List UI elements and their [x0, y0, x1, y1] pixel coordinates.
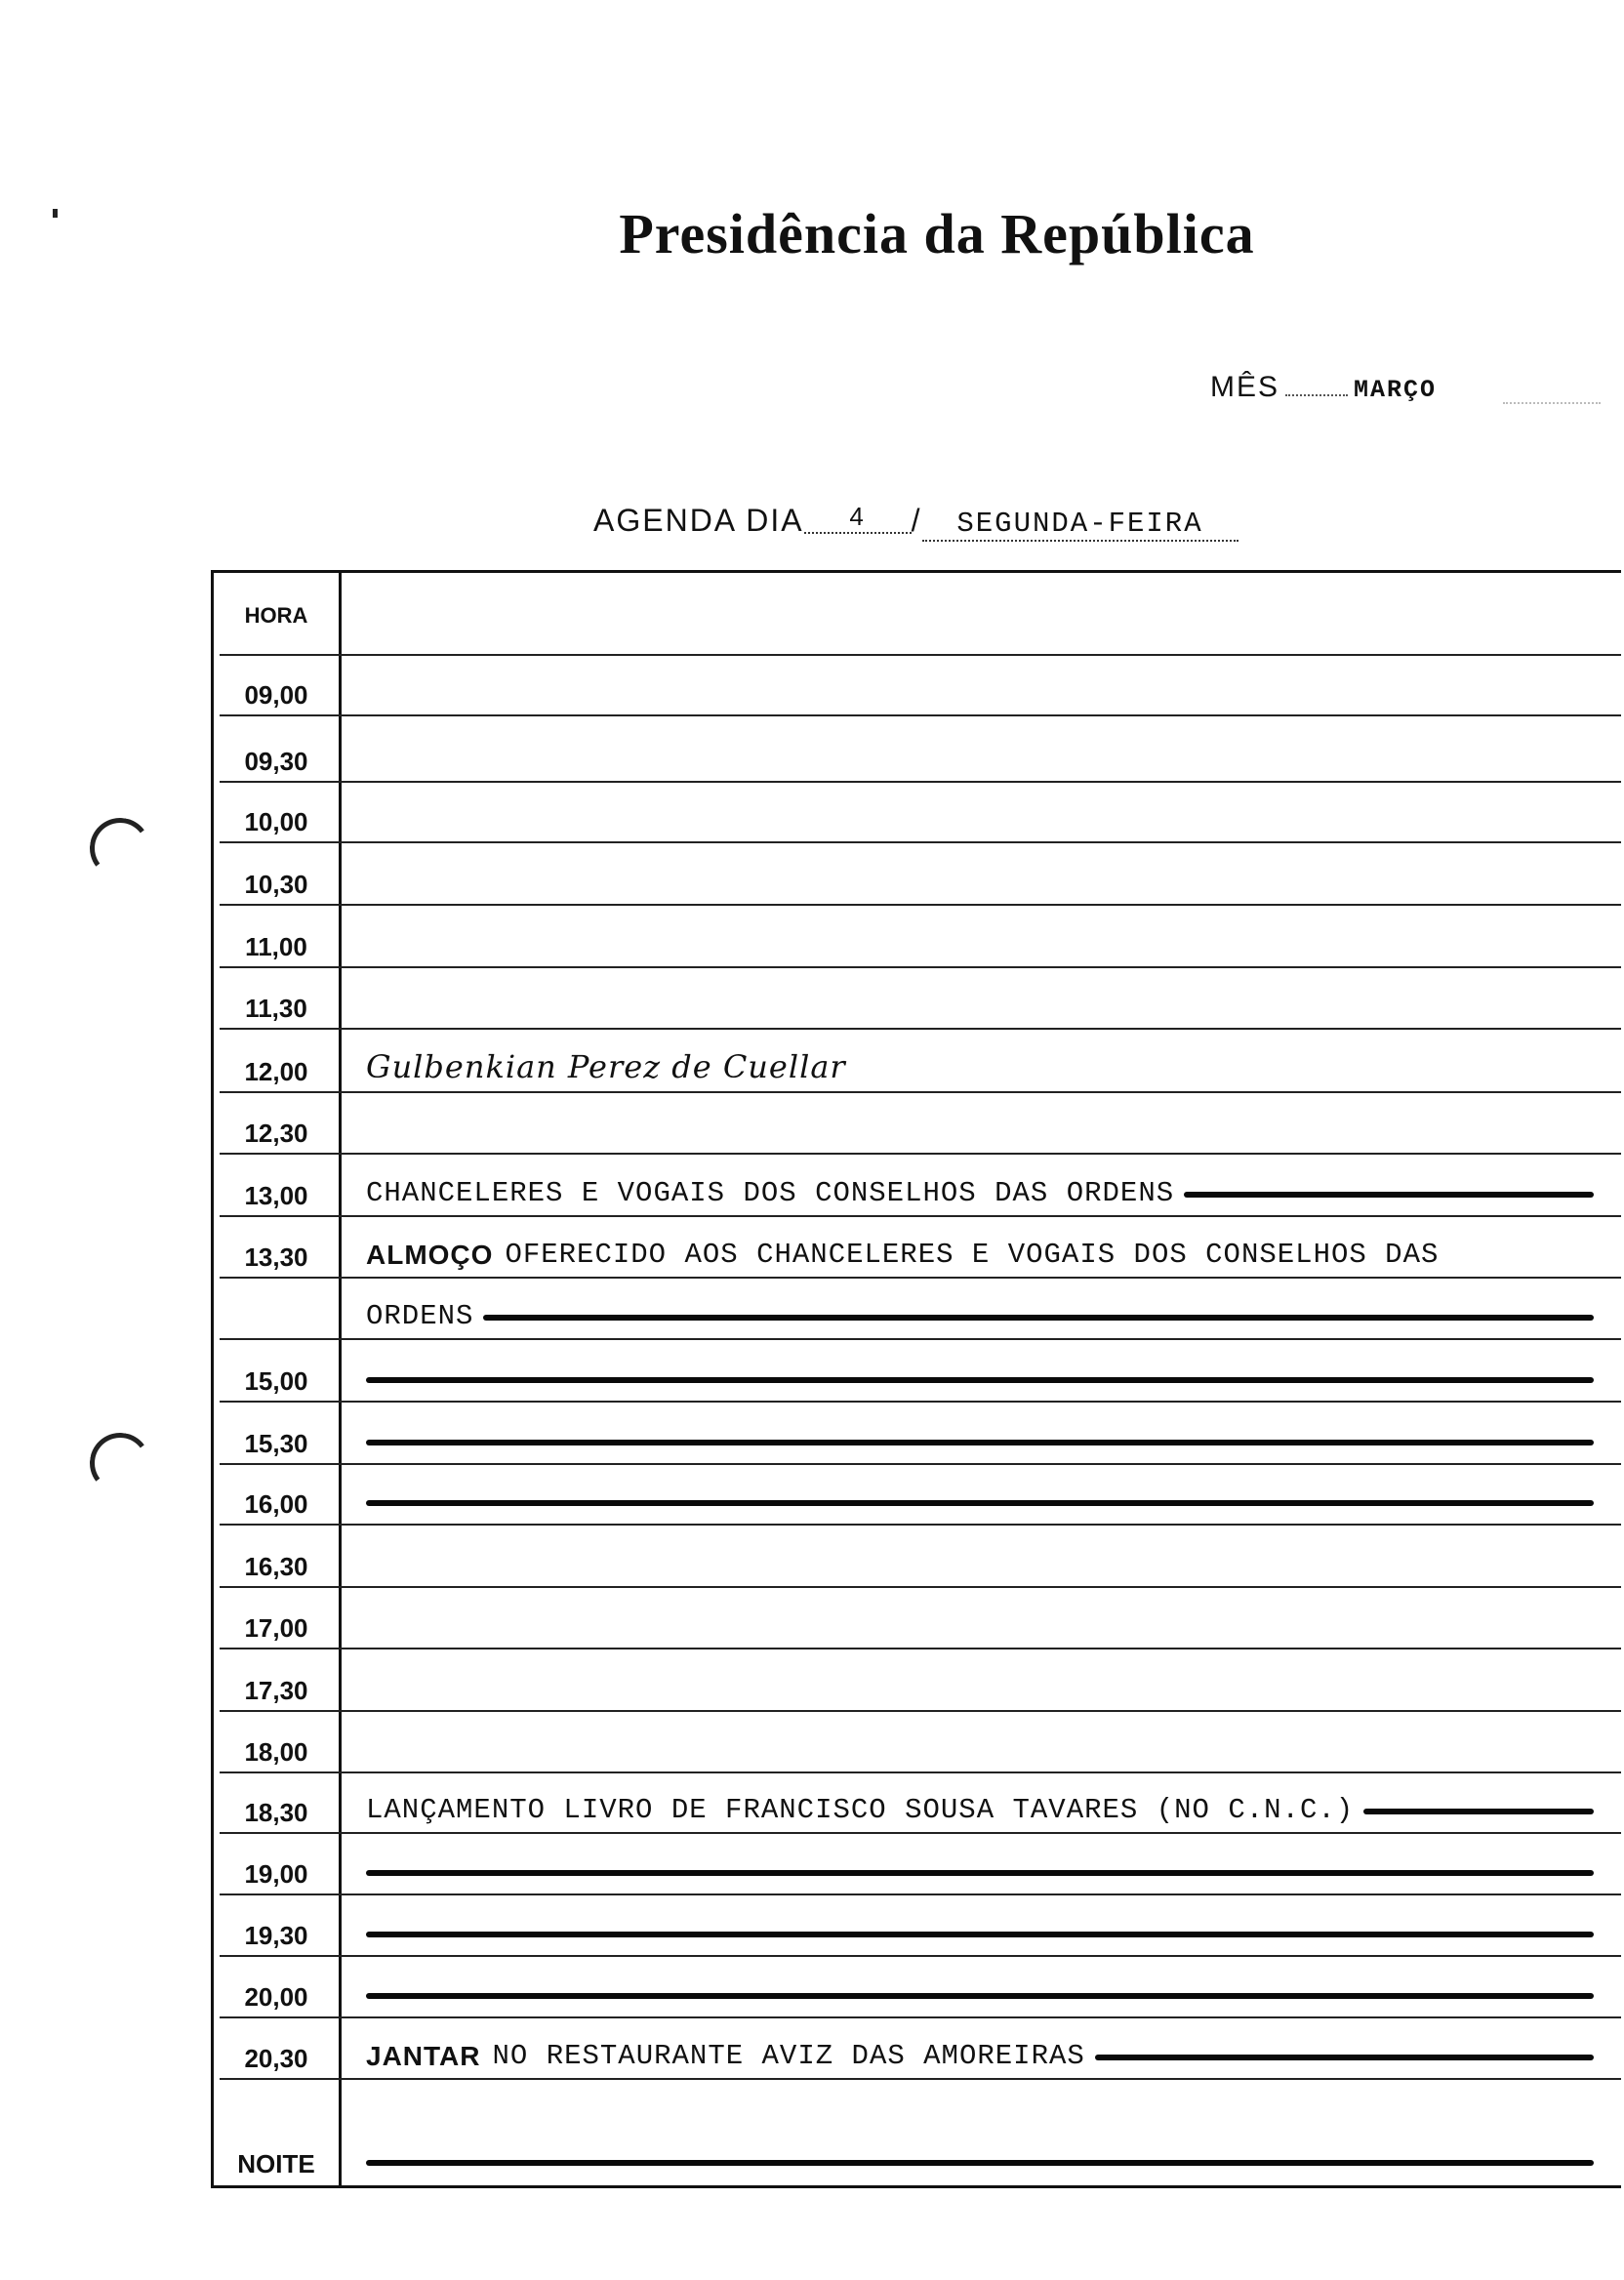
date-separator: / — [911, 503, 922, 538]
highlight-marker-line — [366, 1870, 1594, 1876]
entry-cell — [366, 1162, 1602, 1209]
month-field — [1210, 371, 1437, 404]
table-row — [214, 1834, 1621, 1895]
entry-text: NO RESTAURANTE AVIZ DAS AMOREIRAS — [492, 2040, 1085, 2072]
entry-cell — [366, 1348, 1602, 1395]
hour-cell: 12,00 — [244, 1057, 308, 1086]
table-row — [214, 1217, 1621, 1279]
entry-cell — [366, 1533, 1602, 1580]
table-row — [214, 906, 1621, 968]
entry-text: CHANCELERES E VOGAIS DOS CONSELHOS DAS ORDENS — [366, 1177, 1175, 1209]
table-row — [214, 1465, 1621, 1526]
punch-hole-mark — [86, 1429, 154, 1497]
table-row — [214, 1403, 1621, 1465]
month-dotted-line — [1285, 394, 1348, 396]
table-row — [214, 1712, 1621, 1773]
hour-cell: 15,00 — [244, 1366, 308, 1396]
table-row — [214, 1155, 1621, 1217]
day-value: 4 — [804, 502, 912, 534]
hour-cell: 13,00 — [244, 1181, 308, 1210]
table-row — [214, 783, 1621, 843]
entry-cell — [366, 1471, 1602, 1518]
entry-cell — [366, 1595, 1602, 1642]
entry-cell — [366, 1285, 1602, 1332]
table-row — [214, 1957, 1621, 2018]
hour-cell: 10,30 — [244, 870, 308, 899]
hour-cell: 09,00 — [244, 680, 308, 710]
entry-cell — [366, 789, 1602, 835]
hour-cell: 15,30 — [244, 1429, 308, 1458]
entry-cell — [366, 1224, 1602, 1271]
hour-cell: NOITE — [237, 2149, 315, 2178]
entry-cell — [366, 975, 1602, 1022]
agenda-table — [211, 570, 1621, 2188]
highlight-marker-line — [483, 1315, 1594, 1321]
hour-cell: 16,00 — [244, 1489, 308, 1519]
entry-cell — [366, 1841, 1602, 1888]
entry-cell — [366, 1038, 1602, 1085]
entry-cell — [366, 1100, 1602, 1147]
table-row — [214, 2080, 1621, 2185]
entry-cell — [366, 2131, 1602, 2178]
entry-cell — [366, 1964, 1602, 2011]
entry-cell — [366, 662, 1602, 709]
table-row — [214, 1649, 1621, 1712]
table-row — [214, 843, 1621, 906]
weekday-value: SEGUNDA-FEIRA — [922, 508, 1238, 542]
punch-hole-mark — [86, 814, 154, 882]
table-row — [214, 1895, 1621, 1957]
table-row — [214, 573, 1621, 656]
table-row — [214, 1526, 1621, 1588]
hour-cell: 13,30 — [244, 1242, 308, 1272]
table-row — [214, 1773, 1621, 1834]
table-row — [214, 1588, 1621, 1649]
entry-lead-text: JANTAR — [366, 2041, 481, 2071]
table-row — [214, 1093, 1621, 1155]
entry-cell — [366, 1902, 1602, 1949]
month-label: MÊS — [1210, 371, 1280, 403]
entry-cell — [366, 1779, 1602, 1826]
table-row — [214, 656, 1621, 716]
handwritten-entry: Gulbenkian Perez de Cuellar — [366, 1048, 846, 1085]
highlight-marker-line — [1095, 2055, 1594, 2060]
highlight-marker-line — [366, 1932, 1594, 1937]
agenda-day-field — [593, 502, 1238, 542]
entry-cell — [366, 1410, 1602, 1457]
entry-cell — [366, 851, 1602, 898]
highlight-marker-line — [366, 1500, 1594, 1506]
hour-cell: 09,30 — [244, 747, 308, 776]
entry-cell — [366, 2025, 1602, 2072]
entry-lead-text: ALMOÇO — [366, 1240, 494, 1270]
hour-cell: 12,30 — [244, 1119, 308, 1148]
highlight-marker-line — [366, 1377, 1594, 1383]
hour-cell: 18,00 — [244, 1737, 308, 1767]
hour-cell: 17,00 — [244, 1613, 308, 1643]
hour-cell: 11,30 — [245, 994, 307, 1023]
highlight-marker-line — [366, 1440, 1594, 1445]
agenda-label: AGENDA DIA — [593, 503, 804, 538]
table-row — [214, 1279, 1621, 1340]
highlight-marker-line — [1184, 1192, 1594, 1198]
entry-text: OFERECIDO AOS CHANCELERES E VOGAIS DOS CONSELHOS DAS — [505, 1239, 1440, 1271]
hour-cell: 10,00 — [244, 807, 308, 836]
highlight-marker-line — [1363, 1809, 1594, 1814]
entry-cell — [366, 601, 1602, 648]
hour-cell: 16,30 — [244, 1552, 308, 1581]
hour-cell: 19,00 — [244, 1859, 308, 1889]
hour-cell: 17,30 — [244, 1676, 308, 1705]
table-row — [214, 1030, 1621, 1093]
hour-column-header: HORA — [244, 603, 308, 628]
hour-cell: 20,00 — [244, 1982, 308, 2012]
hour-cell: 19,30 — [244, 1921, 308, 1950]
table-row — [214, 968, 1621, 1030]
hour-cell: 18,30 — [244, 1798, 308, 1827]
hour-cell: 20,30 — [244, 2044, 308, 2073]
hour-cell: 11,00 — [245, 932, 307, 961]
table-row — [214, 2018, 1621, 2080]
table-row — [214, 716, 1621, 783]
entry-text: ORDENS — [366, 1300, 474, 1332]
entry-text: LANÇAMENTO LIVRO DE FRANCISCO SOUSA TAVARES (NO C.N.C.) — [366, 1794, 1355, 1826]
month-dotted-line-tail — [1503, 402, 1601, 404]
month-value: MARÇO — [1354, 376, 1438, 404]
entry-cell — [366, 728, 1602, 775]
table-row — [214, 1340, 1621, 1403]
highlight-marker-line — [366, 2160, 1594, 2166]
highlight-marker-line — [366, 1993, 1594, 1999]
entry-cell — [366, 1657, 1602, 1704]
entry-cell — [366, 914, 1602, 960]
page-title: Presidência da República — [619, 202, 1255, 265]
entry-cell — [366, 1719, 1602, 1766]
